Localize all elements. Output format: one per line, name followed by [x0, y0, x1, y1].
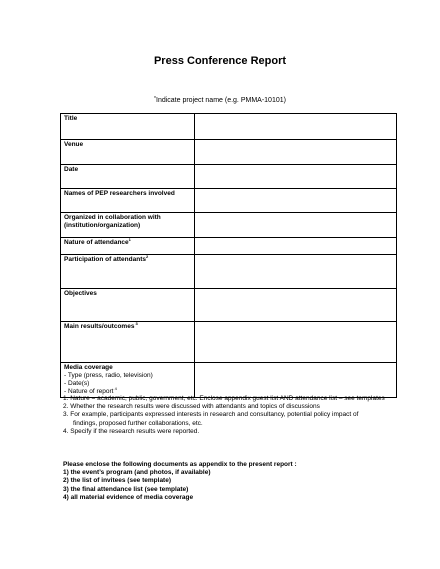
media-coverage-title: Media coverage — [64, 364, 113, 371]
form-label-objectives: Objectives — [61, 289, 195, 322]
form-label-date: Date — [61, 165, 195, 189]
project-name-note — [0, 96, 440, 104]
form-label-media — [61, 363, 195, 398]
enclose-item-3: 3) the final attendance list (see template) — [63, 485, 189, 493]
form-field-date[interactable] — [195, 165, 397, 189]
form-row-objectives — [61, 289, 397, 322]
footnote-ref-3: 3 — [134, 321, 138, 326]
form-field-participation[interactable] — [195, 255, 397, 289]
footnote-ref-2: 2 — [145, 254, 149, 259]
form-field-researchers[interactable] — [195, 189, 397, 213]
form-label-attendance: Nature of attendance$^1$ — [61, 238, 195, 255]
form-field-venue[interactable] — [195, 140, 397, 165]
enclose-item-4: 4) all material evidence of media coverage — [63, 493, 194, 501]
footnote-1: 1. Nature = academic, public, government, etc. Enclose appendix guest list AND attendance list – see templates — [63, 395, 385, 402]
form-label-collaboration: Organized in collaboration with (institution/organization) — [61, 213, 195, 238]
enclose-instructions — [63, 461, 383, 502]
form-row-results — [61, 322, 397, 363]
footnote-3: 3. For example, participants expressed interests in research and consultancy, potential policy impact of — [63, 411, 359, 419]
media-nature-item: - Nature of report $^4$ — [64, 386, 117, 395]
form-row-researchers — [61, 189, 397, 213]
media-date-item: - Date(s) — [64, 380, 90, 387]
form-row-media — [61, 363, 397, 398]
form-row-participation — [61, 255, 397, 289]
form-label-venue: Venue — [61, 140, 195, 165]
form-field-collaboration[interactable] — [195, 213, 397, 238]
form-row-collaboration — [61, 213, 397, 238]
enclose-heading: Please enclose the following documents as appendix to the present report : — [63, 461, 297, 468]
note-text: Indicate project name (e.g. PMMA-10101) — [156, 97, 286, 104]
enclose-item-2: 2) the list of invitees (see template) — [63, 477, 172, 485]
form-field-results[interactable] — [195, 322, 397, 363]
report-form-table — [60, 113, 397, 398]
footnote-ref-4: 4 — [113, 386, 117, 391]
footnotes — [63, 395, 393, 436]
media-type-item: - Type (press, radio, television) — [64, 372, 153, 379]
footnote-3-continued: findings, proposed further collaborations, etc. — [73, 419, 203, 427]
form-field-title[interactable] — [195, 114, 397, 140]
form-label-participation: Participation of attendants$^2$ — [61, 255, 195, 289]
form-field-objectives[interactable] — [195, 289, 397, 322]
enclose-item-1: 1) the event’s program (and photos, if available) — [63, 469, 211, 477]
form-row-venue — [61, 140, 397, 165]
footnote-4: 4. Specify if the research results were reported. — [63, 427, 200, 435]
note-marker: * — [154, 96, 156, 102]
footnote-2: 2. Whether the research results were discussed with attendants and topics of discussions — [63, 403, 320, 411]
form-field-media[interactable] — [195, 363, 397, 398]
form-row-date — [61, 165, 397, 189]
form-row-attendance — [61, 238, 397, 255]
form-label-results: Main results/outcomes $^3$ — [61, 322, 195, 363]
form-field-attendance[interactable] — [195, 238, 397, 255]
form-row-title — [61, 114, 397, 140]
document-title: Press Conference Report — [153, 55, 287, 67]
form-label-researchers: Names of PEP researchers involved — [61, 189, 195, 213]
footnote-ref-1: 1 — [128, 237, 131, 242]
form-label-title: Title — [61, 114, 195, 140]
